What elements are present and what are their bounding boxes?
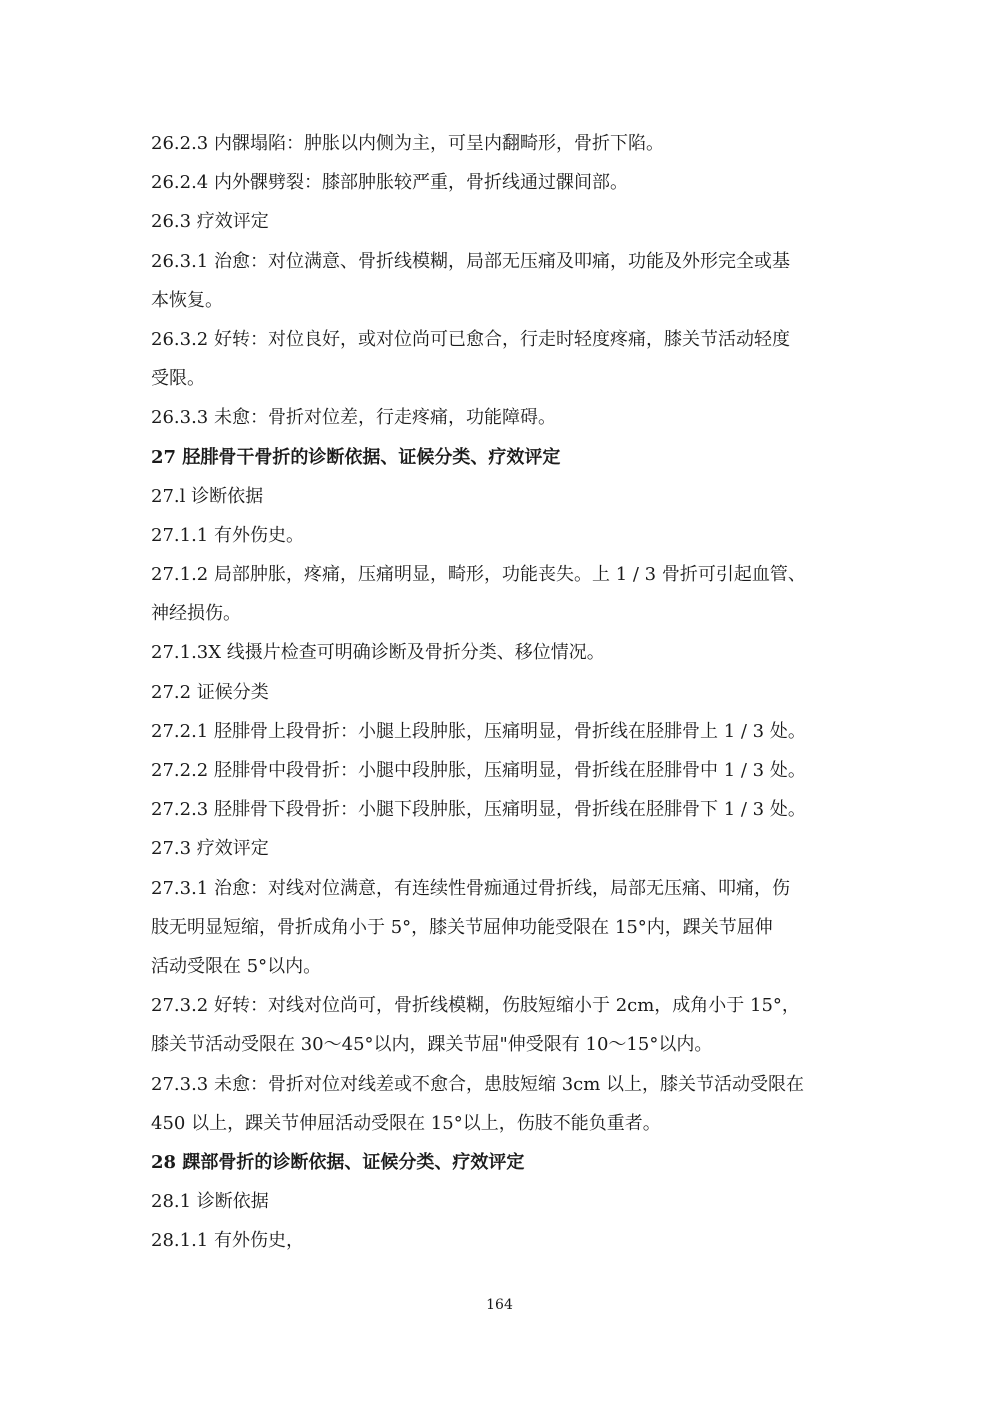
text-line: 膝关节活动受限在 30～45°以内，踝关节屈"伸受限有 10～15°以内。 [151,1034,713,1056]
document-body [151,124,851,1260]
text-line: 27.2 证候分类 [151,681,269,703]
text-line: 450 以上，踝关节伸屈活动受限在 15°以上，伤肢不能负重者。 [151,1112,661,1134]
text-line: 27.2.1 胫腓骨上段骨折：小腿上段肿胀，压痛明显，骨折线在胫腓骨上 1 / 3 处。 [151,720,806,742]
text-line: 27.1.3X 线摄片检查可明确诊断及骨折分类、移位情况。 [151,642,605,664]
text-line: 27.2.3 胫腓骨下段骨折：小腿下段肿胀，压痛明显，骨折线在胫腓骨下 1 / 3 处。 [151,799,806,821]
text-line: 27.l 诊断依据 [151,485,264,507]
text-line: 26.2.3 内髁塌陷：肿胀以内侧为主，可呈内翻畸形，骨折下陷。 [151,133,664,154]
text-line: 26.3.2 好转：对位良好，或对位尚可已愈合，行走时轻度疼痛，膝关节活动轻度 [151,328,790,350]
text-line: 27.1.2 局部肿胀，疼痛，压痛明显，畸形，功能丧失。上 1 / 3 骨折可引起血管、 [151,564,806,586]
text-line: 27.2.2 胫腓骨中段骨折：小腿中段肿胀，压痛明显，骨折线在胫腓骨中 1 / 3 处。 [151,760,806,781]
text-line: 本恢复。 [151,289,223,311]
section-heading: 28 踝部骨折的诊断依据、证候分类、疗效评定 [151,1151,525,1173]
text-line: 28.1 诊断依据 [151,1191,269,1213]
text-line: 27.3.1 治愈：对线对位满意，有连续性骨痂通过骨折线，局部无压痛、叩痛，伤 [151,877,790,899]
text-line: 27.3 疗效评定 [151,838,269,860]
text-line: 28.1.1 有外伤史， [151,1230,304,1252]
text-line: 神经损伤。 [151,603,241,625]
text-line: 27.1.1 有外伤史。 [151,524,304,546]
page-number: 164 [486,1297,513,1313]
text-line: 27.3.3 未愈：骨折对位对线差或不愈合，患肢短缩 3cm 以上，膝关节活动受限在 [151,1073,805,1095]
text-line: 26.3.3 未愈：骨折对位差，行走疼痛，功能障碍。 [151,407,556,429]
text-line: 活动受限在 5°以内。 [151,955,322,977]
text-line: 26.3 疗效评定 [151,211,269,233]
text-line: 27.3.2 好转：对线对位尚可，骨折线模糊，伤肢短缩小于 2cm，成角小于 15°， [151,995,800,1017]
text-line: 受限。 [151,368,205,390]
text-line: 肢无明显短缩，骨折成角小于 5°，膝关节屈伸功能受限在 15°内，踝关节屈伸 [151,916,773,938]
text-line: 26.2.4 内外髁劈裂：膝部肿胀较严重，骨折线通过髁间部。 [151,172,628,194]
text-line: 26.3.1 治愈：对位满意、骨折线模糊，局部无压痛及叩痛，功能及外形完全或基 [151,250,790,272]
section-heading: 27 胫腓骨干骨折的诊断依据、证候分类、疗效评定 [151,446,561,468]
